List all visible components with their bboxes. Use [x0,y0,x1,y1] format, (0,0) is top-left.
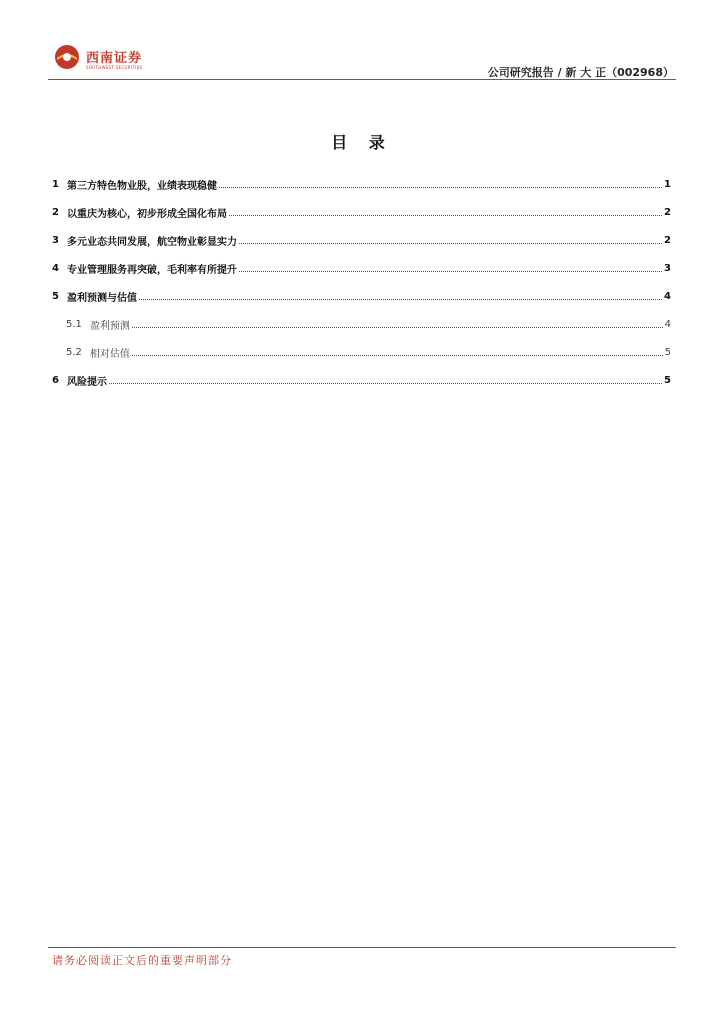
toc-leader-dots [109,382,662,384]
toc-leader-dots [239,242,662,244]
footer-divider [48,947,676,948]
toc-item-title: 多元业态共同发展，航空物业彰显实力 [66,236,237,248]
toc-item[interactable] [52,198,671,226]
toc-item-number: 5.2 [66,346,82,358]
toc-item[interactable] [52,226,671,254]
company-logo [54,44,154,74]
toc-leader-dots [219,186,662,188]
toc-item-page: 4 [664,318,671,330]
toc-item-page: 2 [664,234,671,246]
toc-subitem[interactable] [52,310,671,338]
toc-subitem[interactable] [52,338,671,366]
toc-item-number: 5 [52,290,59,302]
toc-leader-dots [239,270,662,272]
toc-item-title: 第三方特色物业股，业绩表现稳健 [66,180,217,192]
toc-item-title: 盈利预测与估值 [66,292,137,304]
toc-item[interactable] [52,282,671,310]
toc-item[interactable] [52,170,671,198]
toc-item-title: 盈利预测 [89,320,130,332]
toc-title: 目 录 [331,133,393,152]
logo-text-en: SOUTHWEST SECURITIES [86,65,143,70]
footer-notice: 请务必阅读正文后的重要声明部分 [52,954,232,967]
toc-leader-dots [132,354,663,356]
toc-leader-dots [139,298,662,300]
toc-item-page: 5 [664,374,671,386]
header-divider [48,79,676,80]
table-of-contents [52,170,671,394]
toc-item-number: 3 [52,234,59,246]
toc-leader-dots [132,326,663,328]
toc-item-number: 1 [52,178,59,190]
toc-item-title: 以重庆为核心，初步形成全国化布局 [66,208,227,220]
toc-item-page: 2 [664,206,671,218]
toc-item-page: 5 [664,346,671,358]
toc-leader-dots [229,214,662,216]
toc-item-number: 2 [52,206,59,218]
toc-item-number: 6 [52,374,59,386]
toc-item-page: 3 [664,262,671,274]
toc-item-page: 4 [664,290,671,302]
logo-emblem-icon [54,44,80,70]
toc-item-page: 1 [664,178,671,190]
toc-item-number: 4 [52,262,59,274]
toc-item[interactable] [52,366,671,394]
logo-text-cn: 西南证券 [86,51,143,66]
toc-item-number: 5.1 [66,318,82,330]
report-label: 公司研究报告 / 新 大 正（002968） [487,66,674,79]
toc-item-title: 专业管理服务再突破，毛利率有所提升 [66,264,237,276]
toc-item[interactable] [52,254,671,282]
toc-item-title: 风险提示 [66,376,107,388]
toc-item-title: 相对估值 [89,348,130,360]
